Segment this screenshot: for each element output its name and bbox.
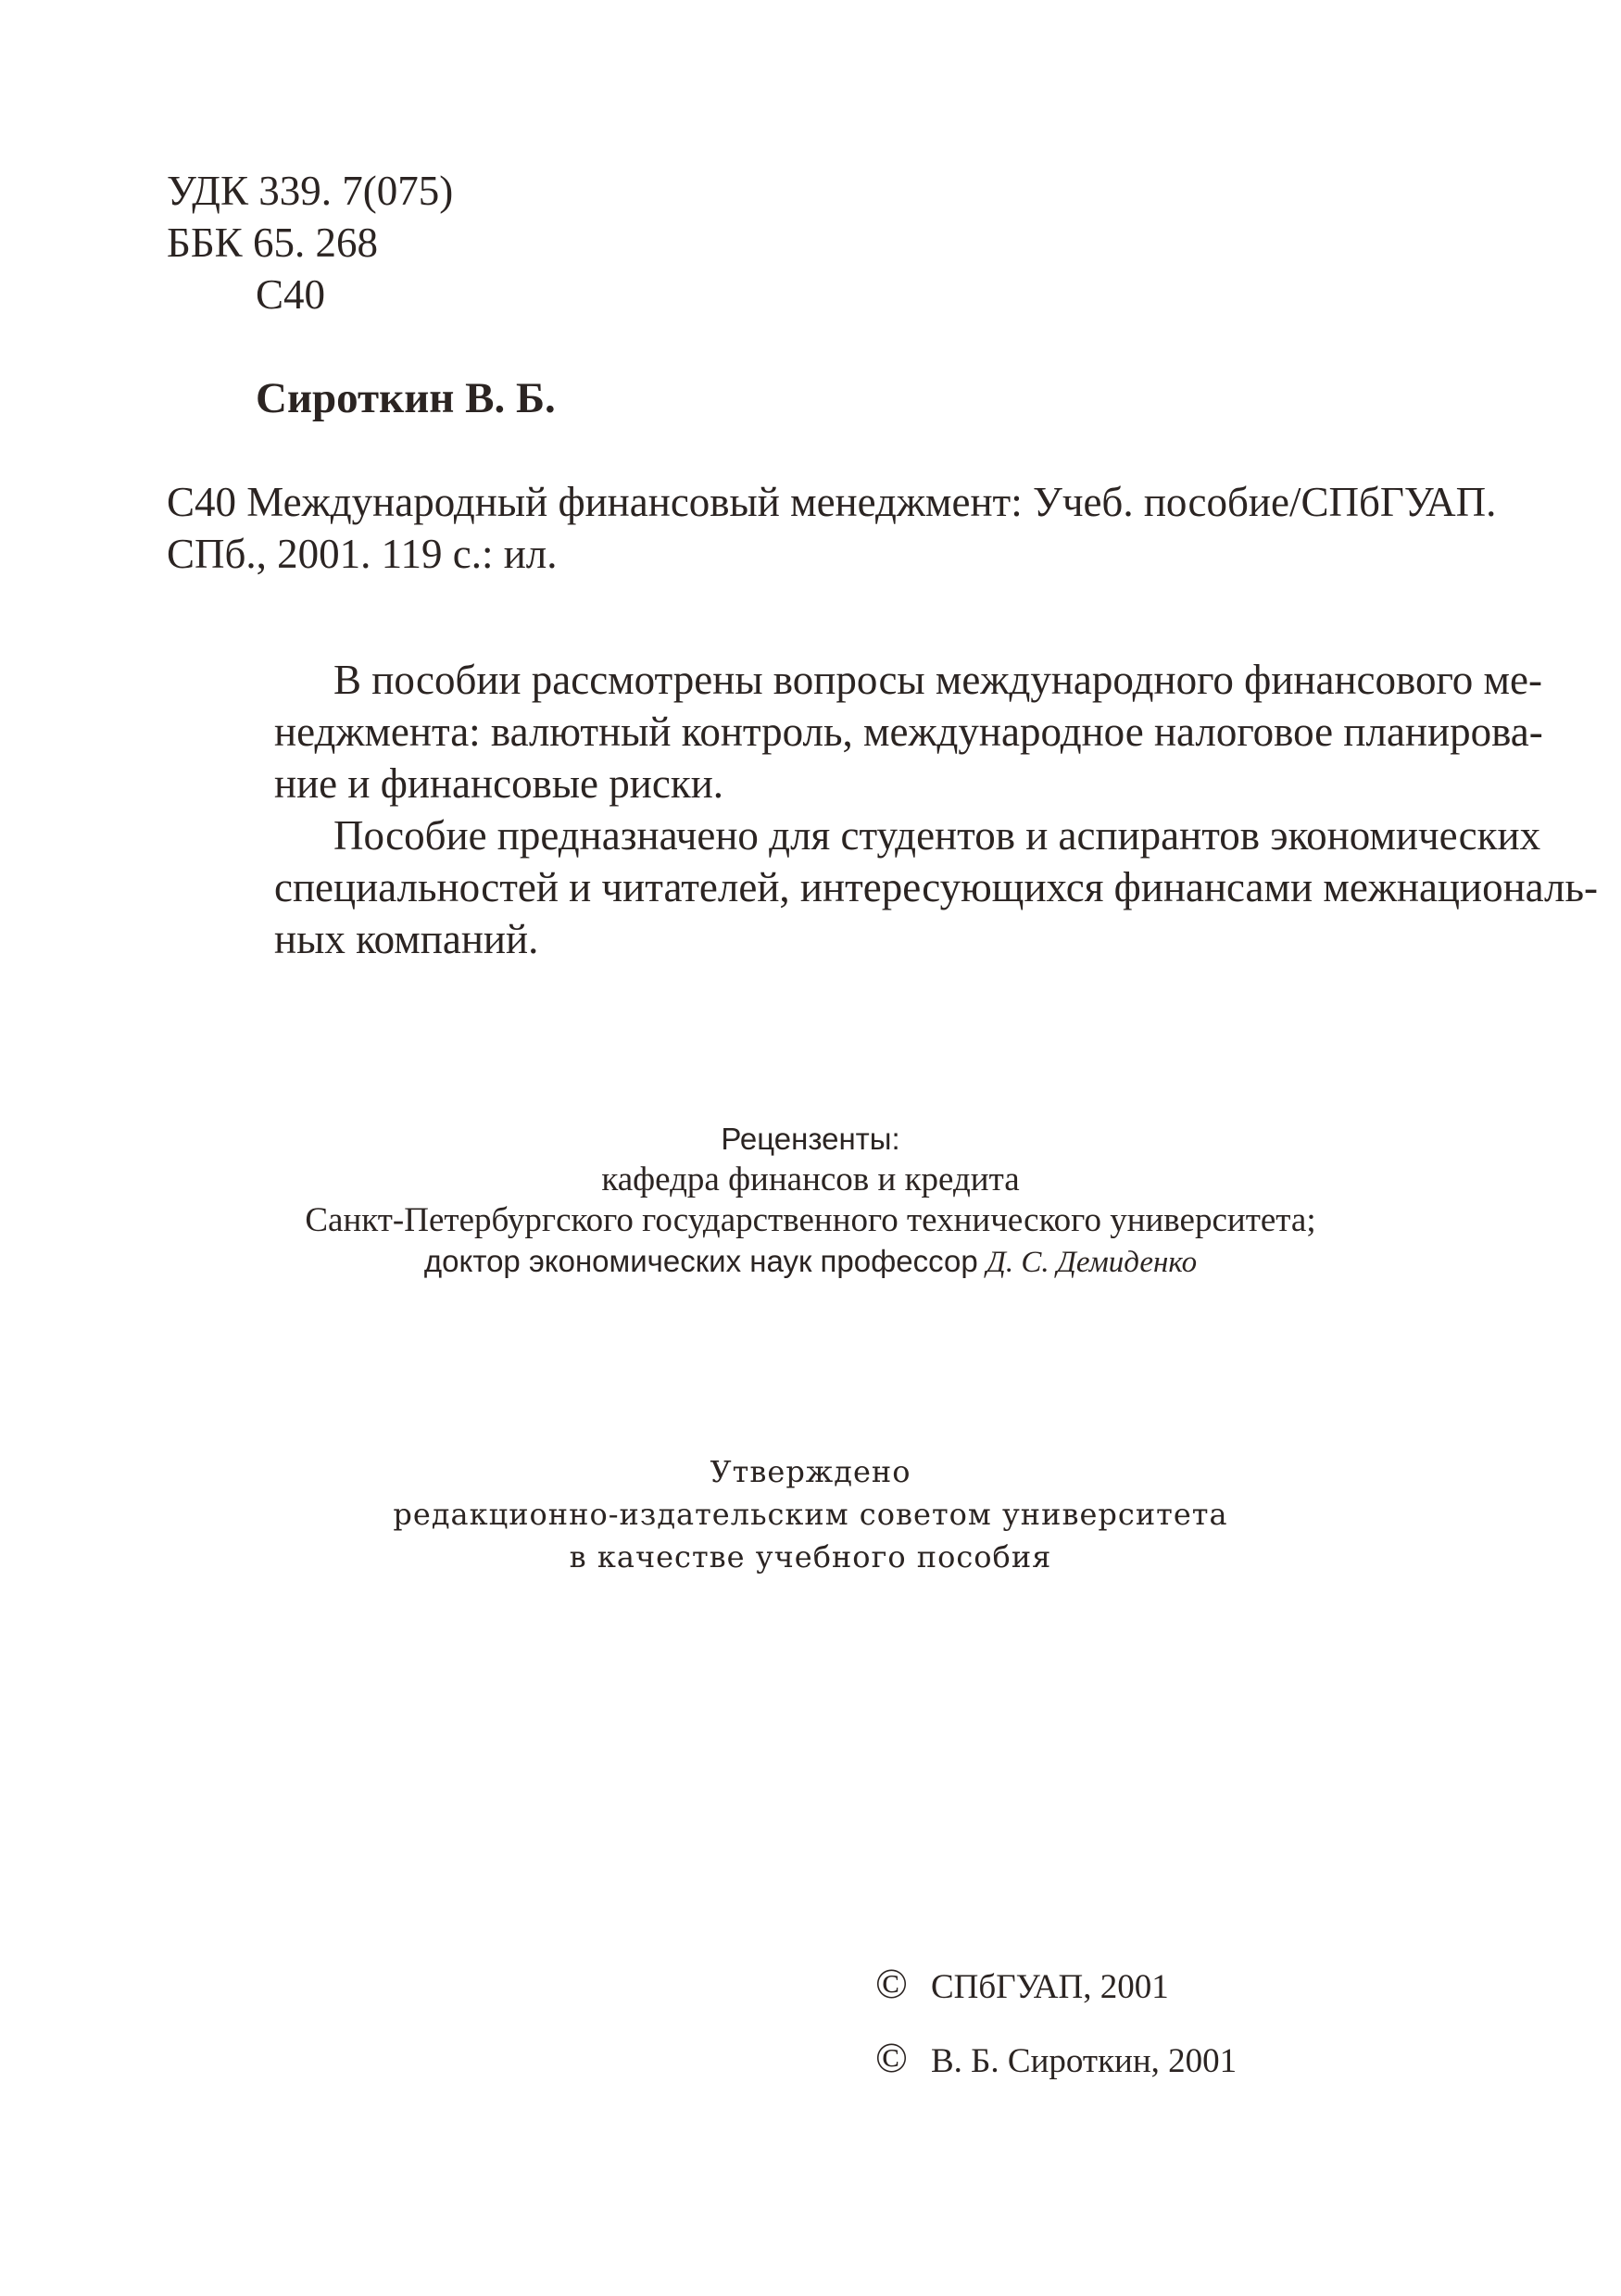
abstract-line: ние и финансовые риски.: [274, 760, 724, 807]
bibliographic-imprint: СПб., 2001. 119 с.: ил.: [167, 531, 558, 577]
copyright-author-text: В. Б. Сироткин, 2001: [931, 2042, 1238, 2080]
bbk-code: ББК 65. 268: [167, 220, 378, 266]
approval-council: редакционно-издательским советом университета: [393, 1497, 1228, 1532]
abstract-line: Пособие предназначено для студентов и аспирантов экономических: [333, 812, 1541, 859]
bibliographic-title: С40 Международный финансовый менеджмент: Учеб. пособие/СПбГУАП.: [167, 479, 1497, 525]
author-mark-code: С40: [256, 271, 326, 318]
author-name: Сироткин В. Б.: [256, 374, 556, 422]
copyright-icon: ©: [875, 1960, 908, 2007]
approval-block: [0, 1450, 1621, 1578]
reviewer-name: Д. С. Демиденко: [986, 1246, 1198, 1279]
copyright-publisher-text: СПбГУАП, 2001: [931, 1968, 1169, 2006]
copyright-icon: ©: [875, 2034, 908, 2081]
abstract: [274, 654, 1599, 965]
abstract-line: специальностей и читателей, интересующихся финансами межнациональ-: [274, 864, 1599, 910]
abstract-line: ных компаний.: [274, 916, 539, 962]
reviewer-professor: [0, 1241, 1621, 1283]
abstract-line: неджмента: валютный контроль, международное налоговое планирова-: [274, 709, 1543, 755]
reviewers-heading: Рецензенты:: [721, 1122, 900, 1156]
reviewers-block: [0, 1119, 1621, 1283]
reviewer-title: доктор экономических наук профессор: [423, 1244, 978, 1278]
udk-code: УДК 339. 7(075): [167, 168, 454, 214]
reviewer-department: кафедра финансов и кредита: [601, 1161, 1020, 1198]
copyright-author: [875, 2036, 1237, 2084]
approval-status: в качестве учебного пособия: [569, 1539, 1052, 1575]
abstract-line: В пособии рассмотрены вопросы международного финансового ме-: [333, 657, 1542, 703]
approval-heading: Утверждено: [710, 1454, 911, 1489]
reviewer-university: Санкт-Петербургского государственного технического университета;: [305, 1201, 1316, 1239]
copyright-publisher: [875, 1962, 1169, 2010]
